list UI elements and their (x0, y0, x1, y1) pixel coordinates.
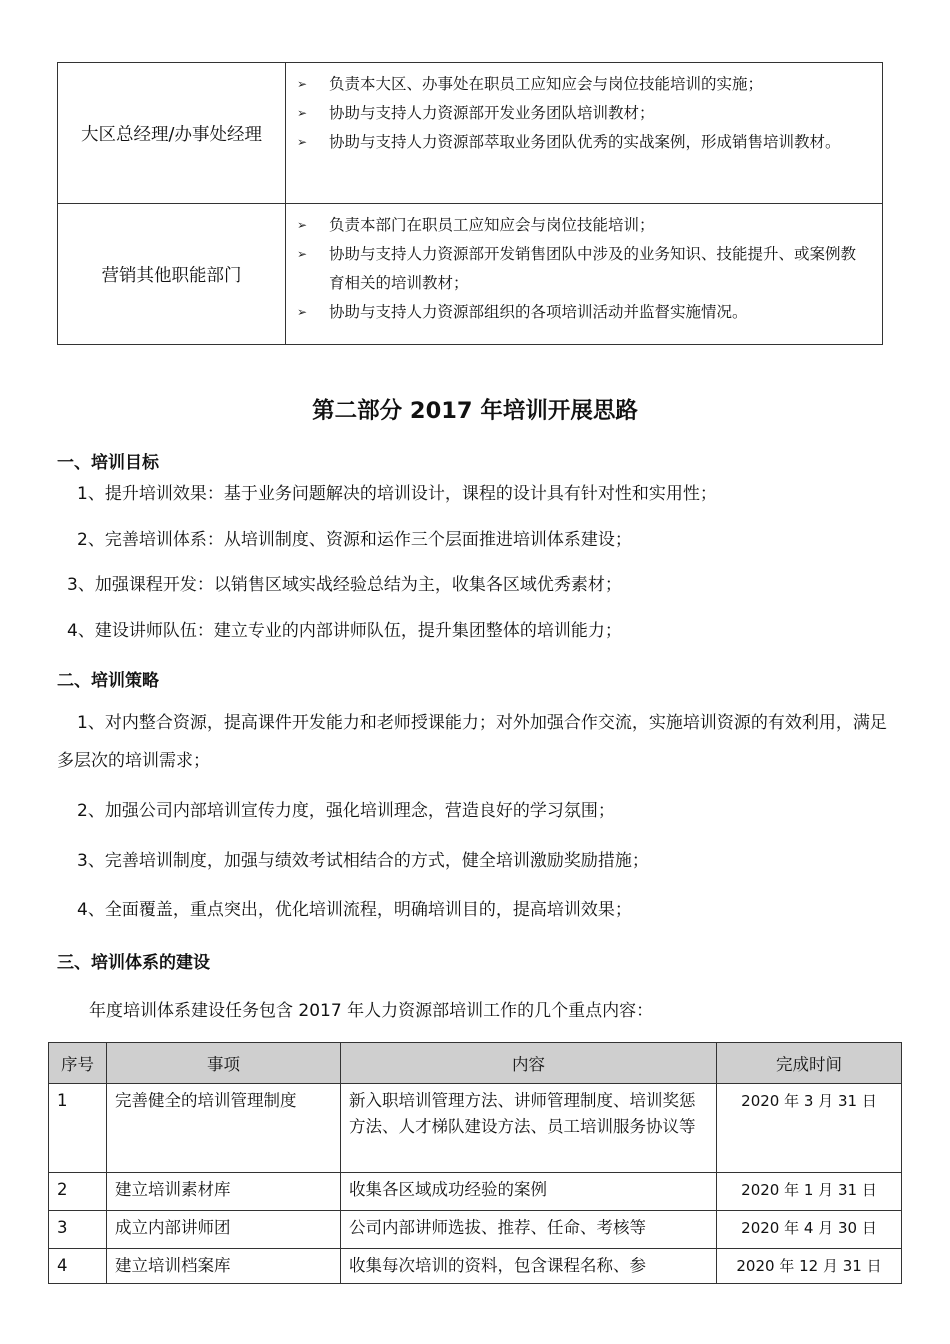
section-heading-system: 三、培训体系的建设 (57, 953, 210, 973)
cell-task: 建立培训素材库 (107, 1173, 341, 1211)
cell-date: 2020 年 4 月 30 日 (717, 1211, 902, 1249)
system-intro: 年度培训体系建设任务包含 2017 年人力资源部培训工作的几个重点内容： (89, 1001, 654, 1021)
cell-index: 1 (49, 1084, 107, 1173)
duty-list (287, 205, 881, 337)
strategy-item: 3、完善培训制度，加强与绩效考试相结合的方式，健全培训激励奖励措施； (77, 851, 649, 871)
column-header: 事项 (107, 1043, 341, 1084)
duties-cell (286, 63, 883, 204)
table-row (58, 63, 883, 204)
goal-item: 1、提升培训效果：基于业务问题解决的培训设计，课程的设计具有针对性和实用性； (77, 484, 717, 504)
strategy-item: 2、加强公司内部培训宣传力度，强化培训理念，营造良好的学习氛围； (77, 801, 615, 821)
role-cell: 营销其他职能部门 (58, 204, 286, 345)
table-row (49, 1211, 902, 1249)
strategy-item: 4、全面覆盖，重点突出，优化培训流程，明确培训目的，提高培训效果； (77, 900, 632, 920)
duty-item: ➢ 协助与支持人力资源部开发销售团队中涉及的业务知识、技能提升、或案例教育相关的培训教材； (287, 240, 869, 298)
duties-cell (286, 204, 883, 345)
cell-content: 新入职培训管理方法、讲师管理制度、培训奖惩方法、人才梯队建设方法、员工培训服务协议等 (341, 1084, 717, 1173)
cell-content: 收集各区域成功经验的案例 (341, 1173, 717, 1211)
duty-item: ➢ 负责本部门在职员工应知应会与岗位技能培训； (287, 211, 869, 240)
goal-item: 3、加强课程开发：以销售区域实战经验总结为主，收集各区域优秀素材； (67, 575, 622, 595)
role-cell: 大区总经理/办事处经理 (58, 63, 286, 204)
cell-date: 2020 年 1 月 31 日 (717, 1173, 902, 1211)
duty-item: ➢ 协助与支持人力资源部组织的各项培训活动并监督实施情况。 (287, 298, 869, 327)
column-header: 内容 (341, 1043, 717, 1084)
goal-item: 2、完善培训体系：从培训制度、资源和运作三个层面推进培训体系建设； (77, 530, 632, 550)
part-title: 第二部分 2017 年培训开展思路 (312, 398, 638, 424)
table-row (49, 1173, 902, 1211)
cell-index: 2 (49, 1173, 107, 1211)
table-row (58, 204, 883, 345)
section-heading-strategy: 二、培训策略 (57, 671, 159, 691)
cell-date: 2020 年 12 月 31 日 (717, 1249, 902, 1284)
table-row (49, 1084, 902, 1173)
duty-item: ➢ 负责本大区、办事处在职员工应知应会与岗位技能培训的实施； (287, 70, 869, 99)
cell-task: 建立培训档案库 (107, 1249, 341, 1284)
table-header-row (49, 1043, 902, 1084)
duty-item: ➢ 协助与支持人力资源部萃取业务团队优秀的实战案例，形成销售培训教材。 (287, 128, 869, 157)
column-header: 序号 (49, 1043, 107, 1084)
cell-content: 公司内部讲师选拔、推荐、任命、考核等 (341, 1211, 717, 1249)
cell-task: 完善健全的培训管理制度 (107, 1084, 341, 1173)
plan-table (48, 1042, 902, 1284)
cell-task: 成立内部讲师团 (107, 1211, 341, 1249)
column-header: 完成时间 (717, 1043, 902, 1084)
duty-list (287, 64, 881, 167)
cell-index: 3 (49, 1211, 107, 1249)
responsibility-table (57, 62, 883, 345)
cell-content: 收集每次培训的资料，包含课程名称、参 (341, 1249, 717, 1284)
duty-item: ➢ 协助与支持人力资源部开发业务团队培训教材； (287, 99, 869, 128)
goal-item: 4、建设讲师队伍：建立专业的内部讲师队伍，提升集团整体的培训能力； (67, 621, 622, 641)
cell-index: 4 (49, 1249, 107, 1284)
section-heading-goals: 一、培训目标 (57, 453, 159, 473)
table-row (49, 1249, 902, 1284)
cell-date: 2020 年 3 月 31 日 (717, 1084, 902, 1173)
strategy-item: 1、对内整合资源，提高课件开发能力和老师授课能力；对外加强合作交流，实施培训资源的有效利用，满足多层次的培训需求； (57, 713, 887, 771)
